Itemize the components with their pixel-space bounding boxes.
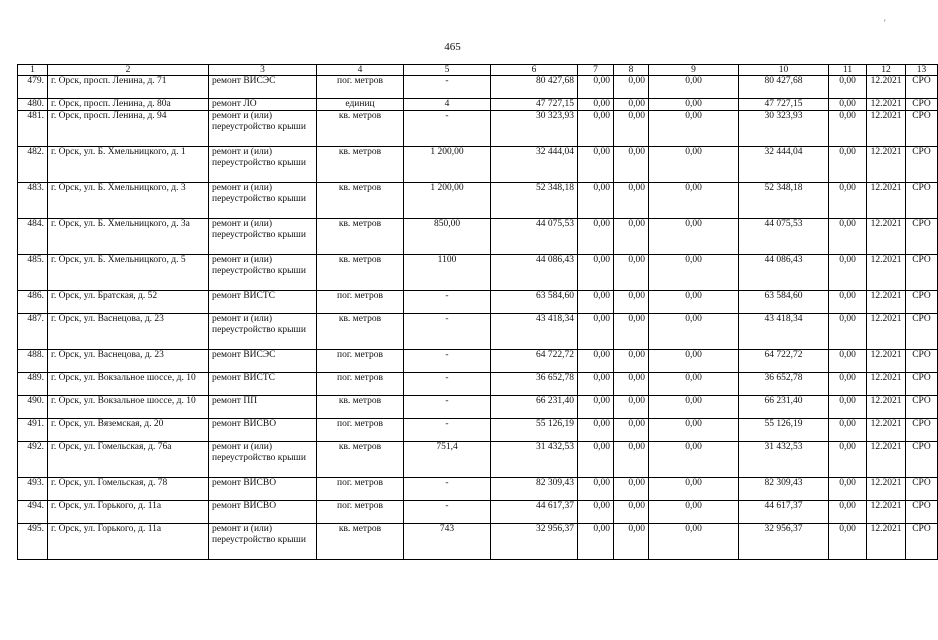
cost-total-cell: 82 309,43 [739, 478, 829, 501]
cost-cell: 31 432,53 [491, 442, 578, 478]
cost-total-cell: 47 727,15 [739, 99, 829, 111]
table-row [18, 99, 938, 111]
quantity-cell: - [404, 350, 491, 373]
column-header: 3 [209, 65, 317, 76]
method-cell: СРО [906, 99, 938, 111]
address-cell: г. Орск, ул. Гомельская, д. 78 [48, 478, 209, 501]
work-type-cell: ремонт ВИСВО [209, 419, 317, 442]
address-cell: г. Орск, ул. Б. Хмельницкого, д. 3а [48, 219, 209, 255]
value-cell: 0,00 [614, 350, 649, 373]
date-cell: 12.2021 [867, 255, 906, 291]
column-header: 12 [867, 65, 906, 76]
column-header: 9 [649, 65, 739, 76]
quantity-cell: - [404, 373, 491, 396]
cost-total-cell: 44 086,43 [739, 255, 829, 291]
method-cell: СРО [906, 478, 938, 501]
unit-cell: кв. метров [317, 147, 404, 183]
quantity-cell: 743 [404, 524, 491, 560]
row-number: 481. [18, 111, 48, 147]
value-cell: 0,00 [829, 255, 867, 291]
date-cell: 12.2021 [867, 76, 906, 99]
row-number: 489. [18, 373, 48, 396]
value-cell: 0,00 [578, 76, 614, 99]
date-cell: 12.2021 [867, 111, 906, 147]
column-header: 4 [317, 65, 404, 76]
date-cell: 12.2021 [867, 147, 906, 183]
method-cell: СРО [906, 219, 938, 255]
method-cell: СРО [906, 419, 938, 442]
cost-total-cell: 43 418,34 [739, 314, 829, 350]
row-number: 479. [18, 76, 48, 99]
method-cell: СРО [906, 524, 938, 560]
quantity-cell: 1 200,00 [404, 147, 491, 183]
cost-total-cell: 32 956,37 [739, 524, 829, 560]
cost-total-cell: 66 231,40 [739, 396, 829, 419]
work-type-cell: ремонт ВИСЭС [209, 350, 317, 373]
quantity-cell: 4 [404, 99, 491, 111]
work-type-cell: ремонт ЛО [209, 99, 317, 111]
unit-cell: кв. метров [317, 111, 404, 147]
value-cell: 0,00 [829, 419, 867, 442]
cost-total-cell: 30 323,93 [739, 111, 829, 147]
value-cell: 0,00 [829, 396, 867, 419]
address-cell: г. Орск, просп. Ленина, д. 71 [48, 76, 209, 99]
value-cell: 0,00 [649, 111, 739, 147]
unit-cell: кв. метров [317, 442, 404, 478]
table-row [18, 255, 938, 291]
unit-cell: кв. метров [317, 255, 404, 291]
quantity-cell: - [404, 501, 491, 524]
cost-cell: 32 956,37 [491, 524, 578, 560]
method-cell: СРО [906, 76, 938, 99]
value-cell: 0,00 [578, 255, 614, 291]
quantity-cell: 1 200,00 [404, 183, 491, 219]
address-cell: г. Орск, ул. Васнецова, д. 23 [48, 314, 209, 350]
value-cell: 0,00 [578, 350, 614, 373]
method-cell: СРО [906, 442, 938, 478]
value-cell: 0,00 [829, 478, 867, 501]
quantity-cell: - [404, 419, 491, 442]
unit-cell: пог. метров [317, 478, 404, 501]
value-cell: 0,00 [649, 99, 739, 111]
method-cell: СРО [906, 291, 938, 314]
date-cell: 12.2021 [867, 350, 906, 373]
value-cell: 0,00 [829, 524, 867, 560]
value-cell: 0,00 [614, 147, 649, 183]
method-cell: СРО [906, 373, 938, 396]
corner-mark: ' [884, 18, 886, 28]
date-cell: 12.2021 [867, 501, 906, 524]
cost-cell: 55 126,19 [491, 419, 578, 442]
value-cell: 0,00 [578, 219, 614, 255]
table-row [18, 501, 938, 524]
table-row [18, 291, 938, 314]
cost-cell: 64 722,72 [491, 350, 578, 373]
cost-cell: 52 348,18 [491, 183, 578, 219]
work-type-cell: ремонт и (или) переустройство крыши [209, 147, 317, 183]
quantity-cell: - [404, 478, 491, 501]
value-cell: 0,00 [578, 524, 614, 560]
value-cell: 0,00 [829, 442, 867, 478]
method-cell: СРО [906, 147, 938, 183]
table-row [18, 524, 938, 560]
address-cell: г. Орск, ул. Горького, д. 11а [48, 501, 209, 524]
quantity-cell: 1100 [404, 255, 491, 291]
date-cell: 12.2021 [867, 419, 906, 442]
value-cell: 0,00 [578, 111, 614, 147]
row-number: 485. [18, 255, 48, 291]
work-type-cell: ремонт ВИСТС [209, 291, 317, 314]
cost-cell: 36 652,78 [491, 373, 578, 396]
value-cell: 0,00 [614, 99, 649, 111]
date-cell: 12.2021 [867, 291, 906, 314]
value-cell: 0,00 [614, 524, 649, 560]
value-cell: 0,00 [829, 99, 867, 111]
cost-total-cell: 32 444,04 [739, 147, 829, 183]
value-cell: 0,00 [649, 419, 739, 442]
unit-cell: пог. метров [317, 76, 404, 99]
unit-cell: кв. метров [317, 314, 404, 350]
cost-total-cell: 55 126,19 [739, 419, 829, 442]
method-cell: СРО [906, 314, 938, 350]
value-cell: 0,00 [614, 442, 649, 478]
table-row [18, 76, 938, 99]
unit-cell: пог. метров [317, 350, 404, 373]
value-cell: 0,00 [829, 219, 867, 255]
unit-cell: кв. метров [317, 183, 404, 219]
cost-total-cell: 63 584,60 [739, 291, 829, 314]
value-cell: 0,00 [649, 396, 739, 419]
table-row [18, 419, 938, 442]
value-cell: 0,00 [649, 442, 739, 478]
address-cell: г. Орск, ул. Братская, д. 52 [48, 291, 209, 314]
value-cell: 0,00 [649, 350, 739, 373]
value-cell: 0,00 [578, 99, 614, 111]
work-type-cell: ремонт ВИСЭС [209, 76, 317, 99]
work-type-cell: ремонт и (или) переустройство крыши [209, 442, 317, 478]
table-row [18, 350, 938, 373]
value-cell: 0,00 [649, 373, 739, 396]
value-cell: 0,00 [578, 147, 614, 183]
quantity-cell: - [404, 314, 491, 350]
cost-cell: 66 231,40 [491, 396, 578, 419]
cost-cell: 32 444,04 [491, 147, 578, 183]
date-cell: 12.2021 [867, 183, 906, 219]
cost-total-cell: 64 722,72 [739, 350, 829, 373]
value-cell: 0,00 [578, 396, 614, 419]
value-cell: 0,00 [578, 419, 614, 442]
value-cell: 0,00 [829, 111, 867, 147]
cost-cell: 44 617,37 [491, 501, 578, 524]
table-row [18, 147, 938, 183]
row-number: 492. [18, 442, 48, 478]
value-cell: 0,00 [578, 373, 614, 396]
cost-cell: 30 323,93 [491, 111, 578, 147]
column-header: 13 [906, 65, 938, 76]
address-cell: г. Орск, ул. Вокзальное шоссе, д. 10 [48, 373, 209, 396]
value-cell: 0,00 [614, 183, 649, 219]
unit-cell: пог. метров [317, 501, 404, 524]
address-cell: г. Орск, ул. Васнецова, д. 23 [48, 350, 209, 373]
cost-cell: 80 427,68 [491, 76, 578, 99]
column-header: 6 [491, 65, 578, 76]
address-cell: г. Орск, ул. Б. Хмельницкого, д. 1 [48, 147, 209, 183]
date-cell: 12.2021 [867, 373, 906, 396]
work-type-cell: ремонт и (или) переустройство крыши [209, 255, 317, 291]
work-type-cell: ремонт ВИСВО [209, 478, 317, 501]
work-type-cell: ремонт и (или) переустройство крыши [209, 524, 317, 560]
row-number: 480. [18, 99, 48, 111]
value-cell: 0,00 [578, 442, 614, 478]
value-cell: 0,00 [649, 76, 739, 99]
address-cell: г. Орск, просп. Ленина, д. 80а [48, 99, 209, 111]
value-cell: 0,00 [578, 478, 614, 501]
work-type-cell: ремонт и (или) переустройство крыши [209, 183, 317, 219]
date-cell: 12.2021 [867, 219, 906, 255]
unit-cell: пог. метров [317, 373, 404, 396]
cost-cell: 43 418,34 [491, 314, 578, 350]
address-cell: г. Орск, просп. Ленина, д. 94 [48, 111, 209, 147]
cost-cell: 44 086,43 [491, 255, 578, 291]
date-cell: 12.2021 [867, 478, 906, 501]
date-cell: 12.2021 [867, 396, 906, 419]
cost-cell: 63 584,60 [491, 291, 578, 314]
value-cell: 0,00 [614, 219, 649, 255]
quantity-cell: 751,4 [404, 442, 491, 478]
value-cell: 0,00 [649, 147, 739, 183]
address-cell: г. Орск, ул. Б. Хмельницкого, д. 3 [48, 183, 209, 219]
table-row [18, 219, 938, 255]
column-header: 8 [614, 65, 649, 76]
date-cell: 12.2021 [867, 442, 906, 478]
table-row [18, 111, 938, 147]
address-cell: г. Орск, ул. Гомельская, д. 76а [48, 442, 209, 478]
value-cell: 0,00 [578, 501, 614, 524]
value-cell: 0,00 [649, 291, 739, 314]
value-cell: 0,00 [614, 291, 649, 314]
table-row [18, 478, 938, 501]
column-header: 7 [578, 65, 614, 76]
value-cell: 0,00 [614, 478, 649, 501]
unit-cell: единиц [317, 99, 404, 111]
address-cell: г. Орск, ул. Вокзальное шоссе, д. 10 [48, 396, 209, 419]
work-type-cell: ремонт ВИСТС [209, 373, 317, 396]
column-header: 10 [739, 65, 829, 76]
date-cell: 12.2021 [867, 99, 906, 111]
table-row [18, 183, 938, 219]
value-cell: 0,00 [578, 314, 614, 350]
address-cell: г. Орск, ул. Б. Хмельницкого, д. 5 [48, 255, 209, 291]
quantity-cell: - [404, 396, 491, 419]
value-cell: 0,00 [649, 183, 739, 219]
row-number: 483. [18, 183, 48, 219]
row-number: 488. [18, 350, 48, 373]
method-cell: СРО [906, 396, 938, 419]
table-row [18, 314, 938, 350]
value-cell: 0,00 [614, 314, 649, 350]
cost-cell: 47 727,15 [491, 99, 578, 111]
cost-total-cell: 44 075,53 [739, 219, 829, 255]
work-type-cell: ремонт и (или) переустройство крыши [209, 314, 317, 350]
column-header: 5 [404, 65, 491, 76]
row-number: 486. [18, 291, 48, 314]
value-cell: 0,00 [829, 373, 867, 396]
method-cell: СРО [906, 111, 938, 147]
unit-cell: кв. метров [317, 219, 404, 255]
method-cell: СРО [906, 255, 938, 291]
method-cell: СРО [906, 183, 938, 219]
row-number: 487. [18, 314, 48, 350]
row-number: 490. [18, 396, 48, 419]
cost-total-cell: 80 427,68 [739, 76, 829, 99]
cost-total-cell: 44 617,37 [739, 501, 829, 524]
cost-total-cell: 52 348,18 [739, 183, 829, 219]
value-cell: 0,00 [614, 76, 649, 99]
row-number: 494. [18, 501, 48, 524]
value-cell: 0,00 [829, 147, 867, 183]
row-number: 493. [18, 478, 48, 501]
unit-cell: пог. метров [317, 419, 404, 442]
column-header: 2 [48, 65, 209, 76]
quantity-cell: 850,00 [404, 219, 491, 255]
column-header: 1 [18, 65, 48, 76]
works-table [17, 64, 938, 560]
value-cell: 0,00 [578, 291, 614, 314]
quantity-cell: - [404, 76, 491, 99]
value-cell: 0,00 [614, 419, 649, 442]
row-number: 495. [18, 524, 48, 560]
work-type-cell: ремонт ВИСВО [209, 501, 317, 524]
quantity-cell: - [404, 111, 491, 147]
value-cell: 0,00 [829, 314, 867, 350]
value-cell: 0,00 [649, 524, 739, 560]
value-cell: 0,00 [829, 291, 867, 314]
value-cell: 0,00 [649, 314, 739, 350]
work-type-cell: ремонт и (или) переустройство крыши [209, 219, 317, 255]
value-cell: 0,00 [649, 478, 739, 501]
cost-total-cell: 31 432,53 [739, 442, 829, 478]
unit-cell: пог. метров [317, 291, 404, 314]
row-number: 491. [18, 419, 48, 442]
column-header: 11 [829, 65, 867, 76]
cost-cell: 82 309,43 [491, 478, 578, 501]
table-row [18, 396, 938, 419]
value-cell: 0,00 [829, 501, 867, 524]
value-cell: 0,00 [578, 183, 614, 219]
table-row [18, 373, 938, 396]
address-cell: г. Орск, ул. Вяземская, д. 20 [48, 419, 209, 442]
value-cell: 0,00 [649, 219, 739, 255]
quantity-cell: - [404, 291, 491, 314]
method-cell: СРО [906, 501, 938, 524]
row-number: 484. [18, 219, 48, 255]
date-cell: 12.2021 [867, 524, 906, 560]
cost-cell: 44 075,53 [491, 219, 578, 255]
value-cell: 0,00 [649, 255, 739, 291]
address-cell: г. Орск, ул. Горького, д. 11а [48, 524, 209, 560]
value-cell: 0,00 [614, 373, 649, 396]
header-row [18, 65, 938, 76]
value-cell: 0,00 [829, 76, 867, 99]
unit-cell: кв. метров [317, 524, 404, 560]
method-cell: СРО [906, 350, 938, 373]
page-number: 465 [444, 41, 461, 53]
value-cell: 0,00 [829, 183, 867, 219]
value-cell: 0,00 [614, 396, 649, 419]
row-number: 482. [18, 147, 48, 183]
date-cell: 12.2021 [867, 314, 906, 350]
unit-cell: кв. метров [317, 396, 404, 419]
value-cell: 0,00 [829, 350, 867, 373]
value-cell: 0,00 [649, 501, 739, 524]
value-cell: 0,00 [614, 501, 649, 524]
work-type-cell: ремонт и (или) переустройство крыши [209, 111, 317, 147]
value-cell: 0,00 [614, 255, 649, 291]
value-cell: 0,00 [614, 111, 649, 147]
table-row [18, 442, 938, 478]
cost-total-cell: 36 652,78 [739, 373, 829, 396]
work-type-cell: ремонт ПП [209, 396, 317, 419]
